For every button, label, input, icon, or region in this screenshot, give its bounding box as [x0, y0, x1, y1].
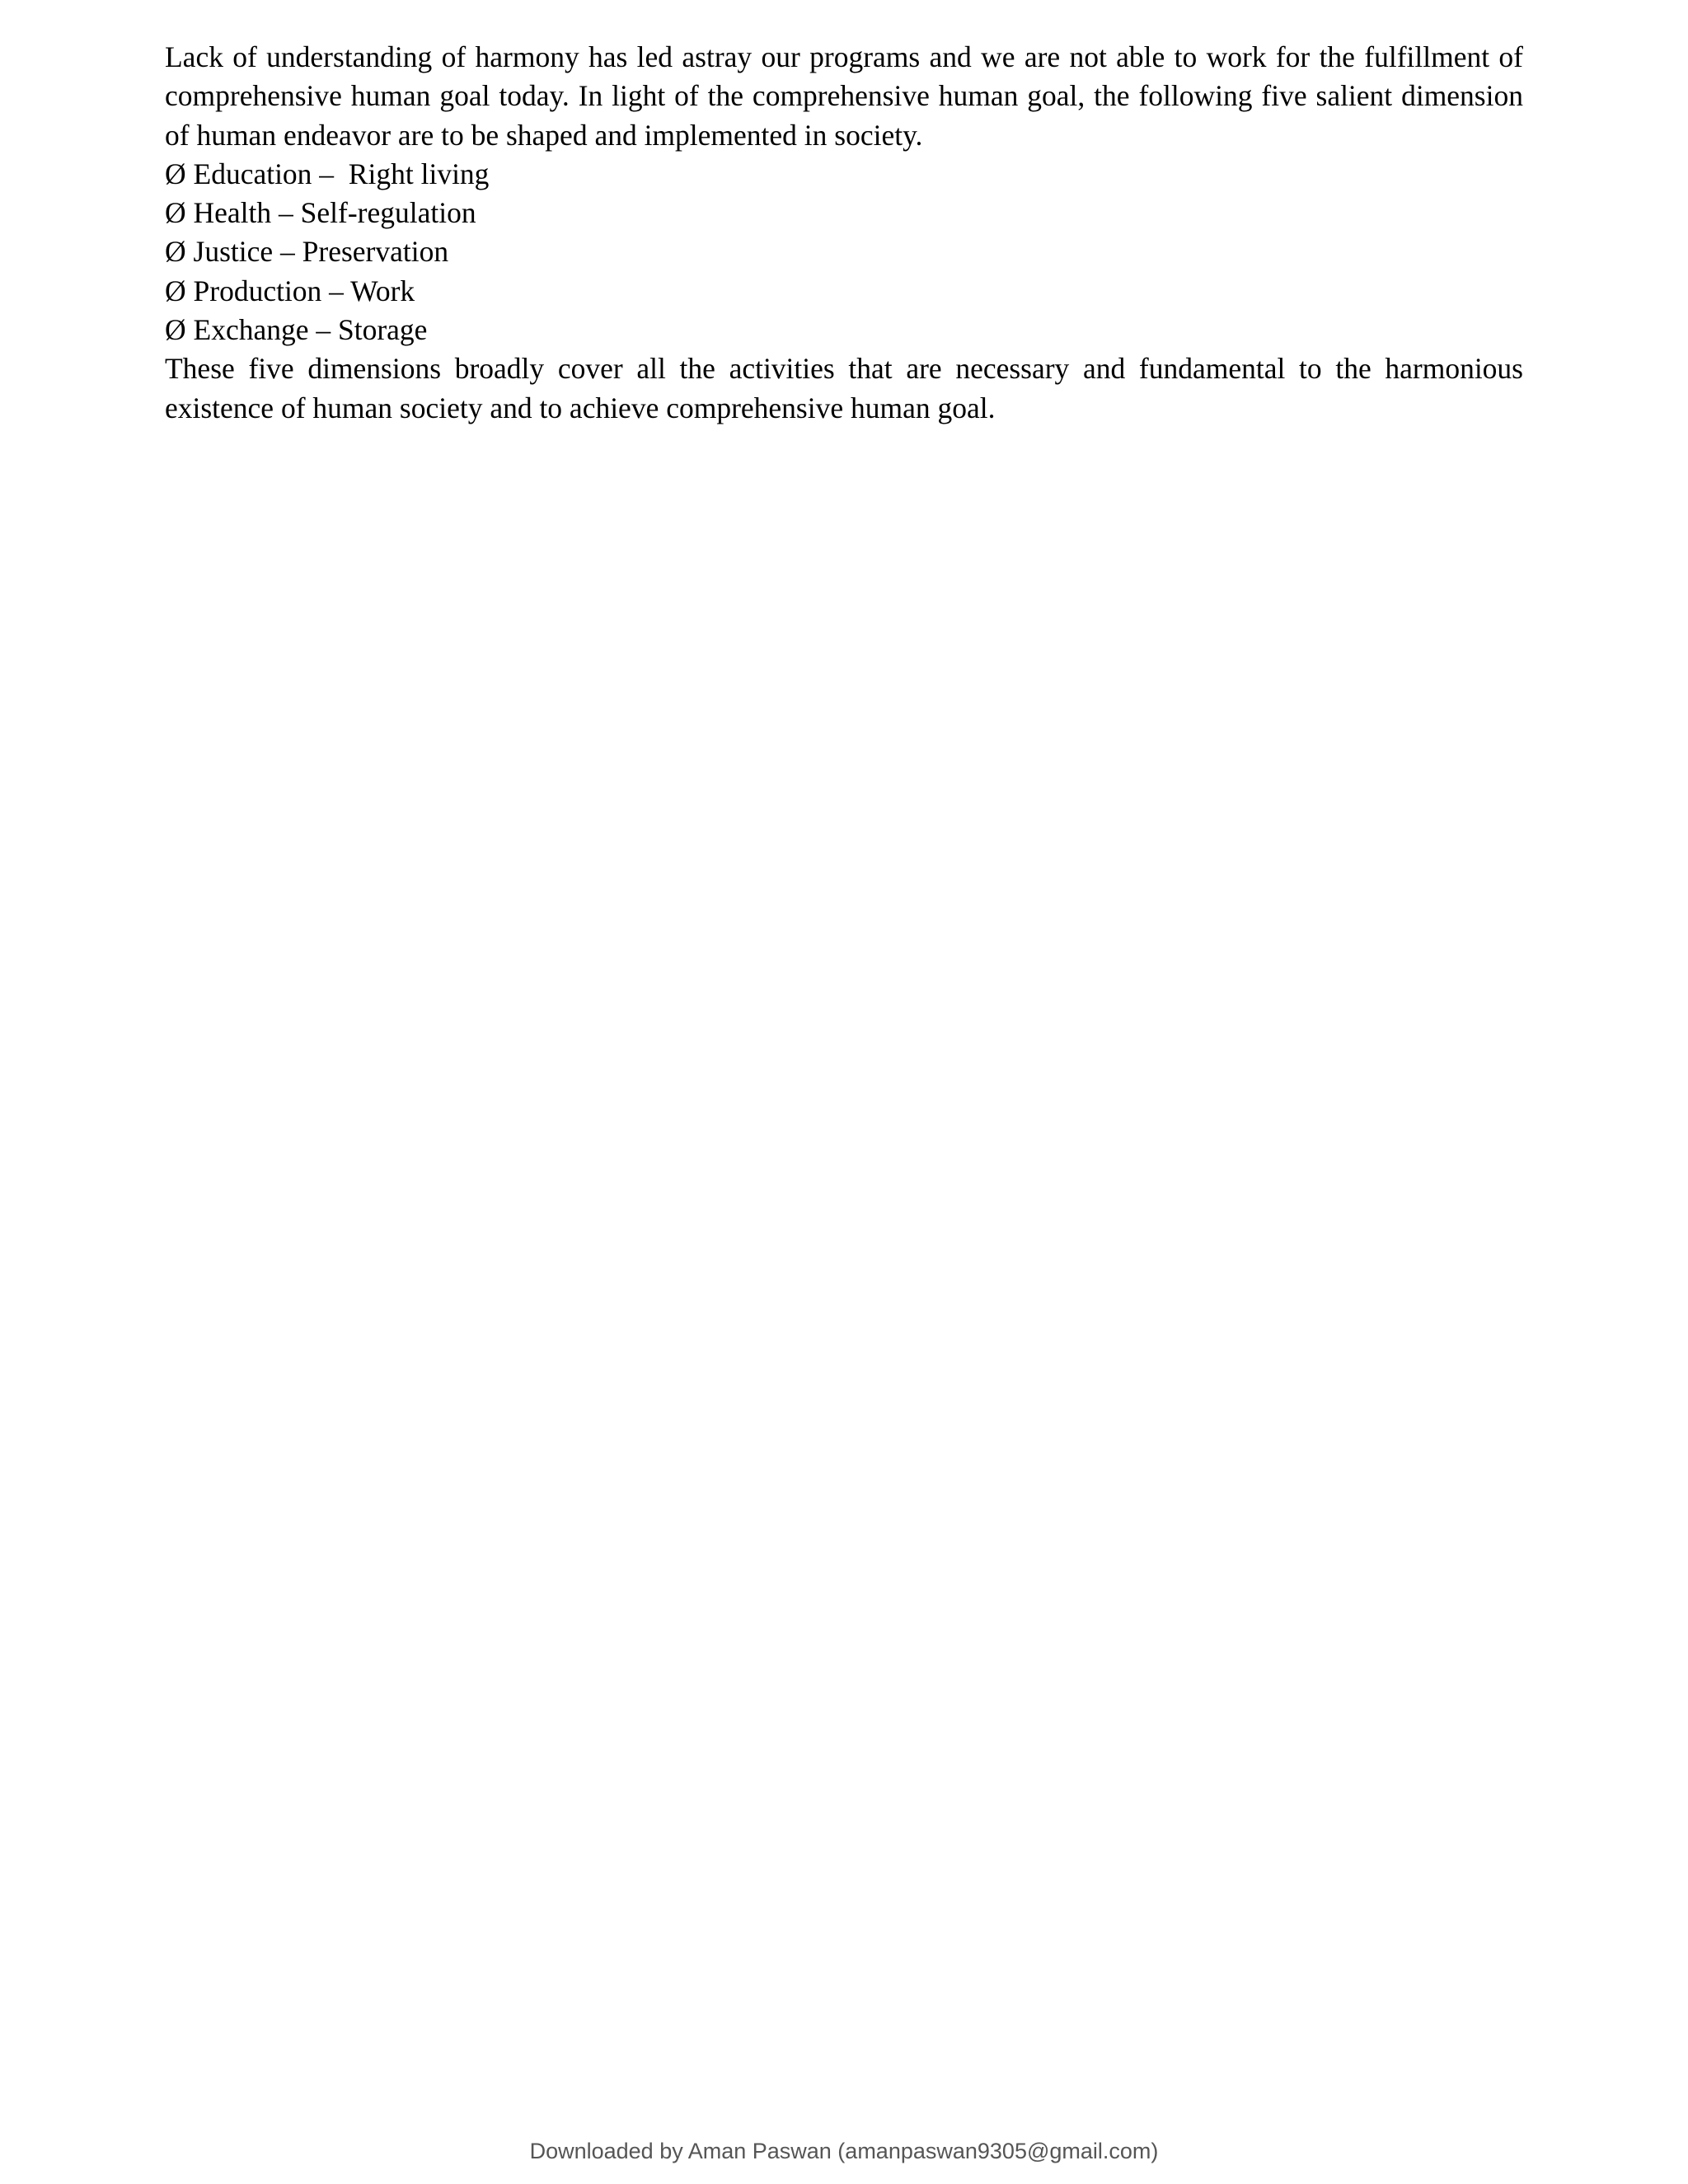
intro-paragraph: Lack of understanding of harmony has led astray our programs and we are not able to work for the fulfillment of comprehensive human goal today. In light of the comprehensive human goal, the following five salient dimension of human endeavor are to be shaped and implemented in society.: [165, 40, 1523, 152]
dimensions-list: [165, 155, 1523, 349]
page-content: [165, 38, 1523, 428]
dimension-production: Ø Production – Work: [165, 274, 415, 307]
dimension-health: Ø Health – Self-regulation: [165, 196, 476, 230]
dimension-justice: Ø Justice – Preservation: [165, 235, 449, 269]
closing-paragraph: These five dimensions broadly cover all the activities that are necessary and fundamental to the harmonious existence of human society and to achieve comprehensive human goal.: [165, 352, 1523, 424]
download-footer: Downloaded by Aman Paswan (amanpaswan9305@gmail.com): [529, 2139, 1159, 2163]
dimension-education: Ø Education – Right living: [165, 157, 490, 190]
dimension-exchange: Ø Exchange – Storage: [165, 313, 428, 347]
